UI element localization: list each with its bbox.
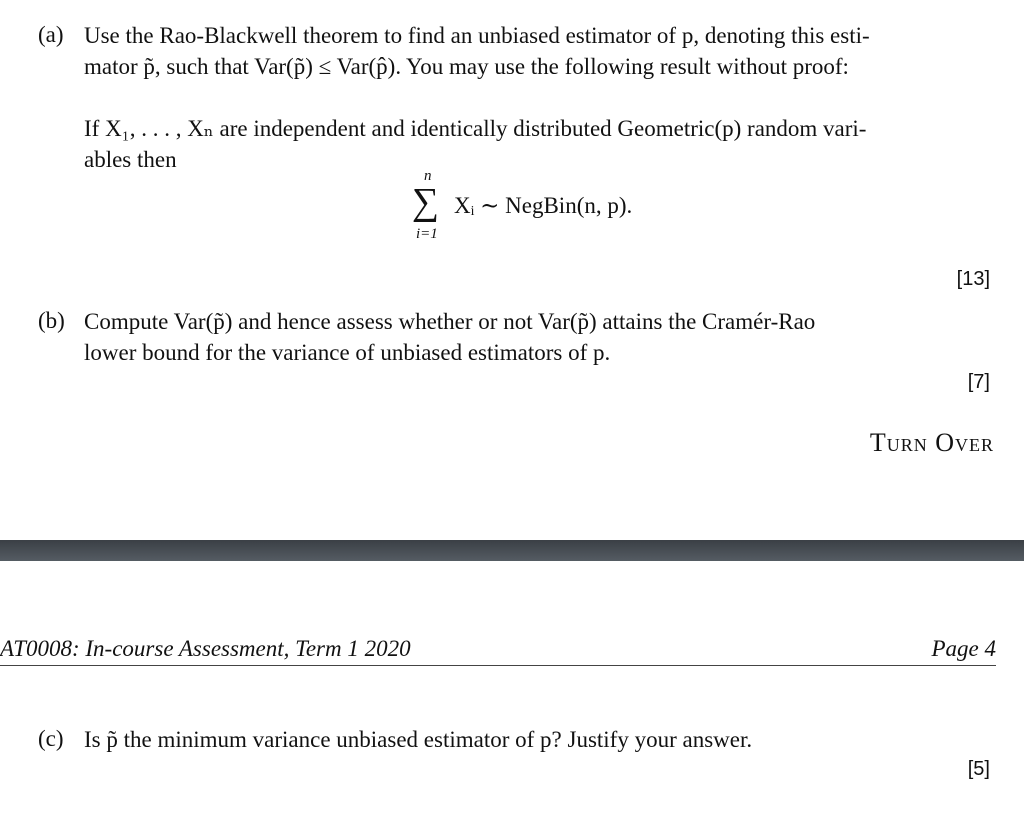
- part-b-label: (b): [38, 308, 65, 333]
- part-b-marks: [7]: [967, 371, 990, 393]
- part-a-line-2: mator p̃, such that Var(p̃) ≤ Var(p̂). You may use the following result without proof:: [84, 54, 849, 79]
- summation-symbol: ∑: [412, 181, 440, 223]
- part-c-line-1: Is p̃ the minimum variance unbiased estimator of p? Justify your answer.: [84, 727, 753, 752]
- sum-lower-limit: i=1: [416, 226, 438, 242]
- footer-left: AT0008: In-course Assessment, Term 1 2020: [0, 636, 411, 661]
- part-a-line-1: Use the Rao-Blackwell theorem to find an unbiased estimator of p, denoting this esti-: [84, 23, 870, 48]
- part-c-label: (c): [38, 726, 64, 751]
- part-b-line-2: lower bound for the variance of unbiased estimators of p.: [84, 340, 611, 365]
- part-a-marks: [13]: [956, 268, 990, 290]
- page-divider: [0, 540, 1024, 561]
- footer-rule: [0, 665, 996, 666]
- sum-equation: [412, 168, 672, 248]
- part-c-marks: [5]: [967, 758, 990, 780]
- sum-expression: Xᵢ ∼ NegBin(n, p).: [454, 193, 633, 218]
- part-b-line-1: Compute Var(p̃) and hence assess whether or not Var(p̃) attains the Cramér-Rao: [84, 309, 816, 334]
- part-a-label: (a): [38, 22, 64, 47]
- footer-page-number: Page 4: [931, 636, 996, 661]
- turn-over: Turn Over: [869, 428, 994, 457]
- result-line-1: If X₁, . . . , Xₙ are independent and identically distributed Geometric(p) random vari-: [84, 116, 867, 141]
- sum-upper-limit: n: [424, 168, 432, 184]
- result-line-2: ables then: [84, 147, 177, 172]
